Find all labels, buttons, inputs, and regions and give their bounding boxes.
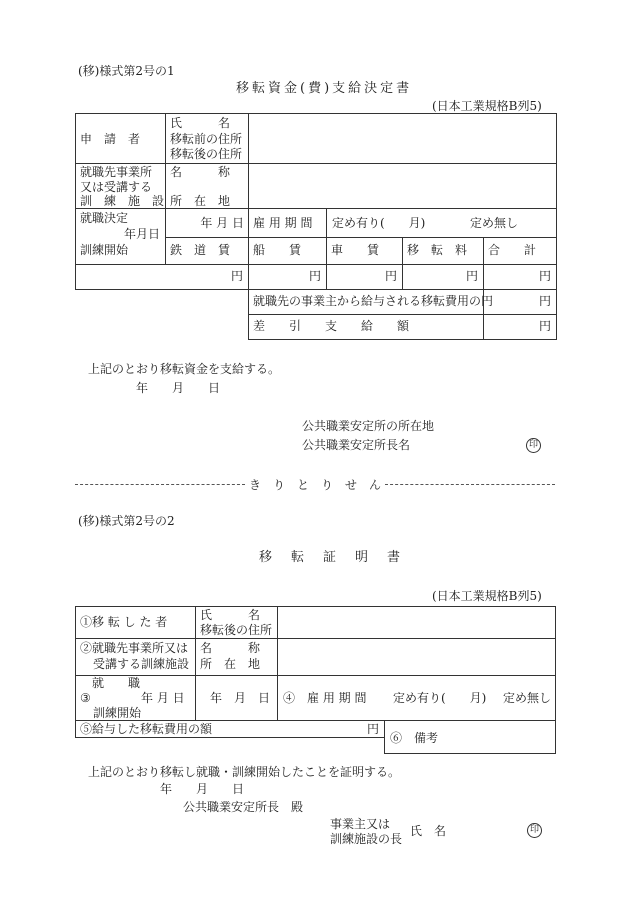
employer-location-label: 所 在 地 (170, 194, 231, 208)
employer-label-2: 又は受講する (80, 180, 153, 194)
employer-label-3: 訓 練 施 設 (80, 194, 165, 208)
employer-paid-label: 就職先の事業主から給与される移転費用の円 (253, 294, 494, 308)
addressee-label: 公共職業安定所長 殿 (183, 800, 304, 814)
employer2-location-label: 所 在 地 (200, 657, 261, 671)
employer2-name-label: 名 称 (200, 641, 261, 655)
yen-total: 円 (539, 269, 552, 283)
yen-ship: 円 (309, 269, 322, 283)
addr-after-label-2: 移転後の住所 (200, 623, 273, 637)
addr-after-label: 移転後の住所 (170, 147, 243, 161)
seal-icon: 印 (526, 438, 541, 453)
net-amount-label: 差 引 支 給 額 (253, 319, 410, 333)
form1-date: 年 月 日 (136, 381, 221, 395)
signer-name-label: 氏 名 (410, 824, 447, 838)
office-head-label: 公共職業安定所長名 (302, 438, 411, 452)
remarks-label: ⑥ 備考 (390, 731, 439, 745)
form2-title: 移 転 証 明 書 (259, 550, 404, 565)
yen-rail: 円 (231, 269, 244, 283)
date-label-2: 年月日 (124, 227, 161, 241)
form2-spec: (日本工業規格B列5) (432, 589, 542, 603)
cut-line (75, 476, 555, 493)
paid-amount-label: ⑤給与した移転費用の額 (80, 722, 213, 736)
period-none-option[interactable]: 定め無し (470, 216, 519, 230)
yen-net: 円 (539, 319, 552, 333)
rail-fare-label: 鉄 道 賃 (170, 243, 231, 257)
ymd-field-2[interactable]: 年 月 日 (210, 691, 271, 705)
name-label: 氏 名 (170, 116, 231, 130)
form1-title: 移転資金(費)支給決定書 (236, 81, 413, 96)
employer-label-1: 就職先事業所 (80, 165, 153, 179)
signer-label-2: 訓練施設の長 (330, 832, 403, 846)
period-none-option-2[interactable]: 定め無し (503, 691, 552, 705)
form1-spec: (日本工業規格B列5) (432, 99, 542, 113)
date-label-1: 就職決定 (80, 211, 129, 225)
date2-number: ③ (80, 691, 91, 705)
form2-number: (移)様式第2号の2 (78, 514, 175, 528)
ship-fare-label: 船 賃 (253, 243, 302, 257)
mover-label: ①移 転 し た 者 (80, 615, 168, 629)
addr-before-label: 移転前の住所 (170, 132, 243, 146)
signer-label-1: 事業主又は (330, 817, 391, 831)
moving-fee-label: 移 転 料 (407, 243, 468, 257)
date2-label-3: 訓練開始 (93, 706, 142, 720)
yen-car: 円 (385, 269, 398, 283)
period-fixed-option-2[interactable]: 定め有り( 月) (393, 691, 487, 705)
name-label-2: 氏 名 (200, 608, 261, 622)
date2-label-1: 就 職 (92, 676, 141, 690)
yen-employer-paid: 円 (539, 294, 552, 308)
employer2-label-2: 受講する訓練施設 (93, 657, 190, 671)
date2-label-2: 年 月 日 (141, 691, 185, 705)
form1-number: (移)様式第2号の1 (78, 64, 175, 78)
form1-statement: 上記のとおり移転資金を支給する。 (88, 362, 281, 376)
period-label: 雇 用 期 間 (253, 216, 313, 230)
office-location-label: 公共職業安定所の所在地 (302, 419, 435, 433)
applicant-label: 申 請 者 (80, 132, 141, 146)
yen-moving: 円 (466, 269, 479, 283)
date-label-3: 訓練開始 (80, 243, 129, 257)
yen-paid: 円 (367, 722, 380, 736)
ymd-field[interactable]: 年 月 日 (200, 216, 244, 230)
cut-line-label: き り と り せ ん (249, 478, 382, 492)
employer-name-label: 名 称 (170, 165, 231, 179)
period-fixed-option[interactable]: 定め有り( 月) (332, 216, 426, 230)
period-label-2: ④ 雇 用 期 間 (283, 691, 367, 705)
car-fare-label: 車 賃 (331, 243, 380, 257)
form2-date: 年 月 日 (160, 782, 245, 796)
total-label: 合 計 (488, 243, 537, 257)
employer2-label-1: ②就職先事業所又は (80, 641, 189, 655)
form2-statement: 上記のとおり移転し就職・訓練開始したことを証明する。 (88, 765, 401, 779)
seal-icon-2: 印 (527, 823, 542, 838)
